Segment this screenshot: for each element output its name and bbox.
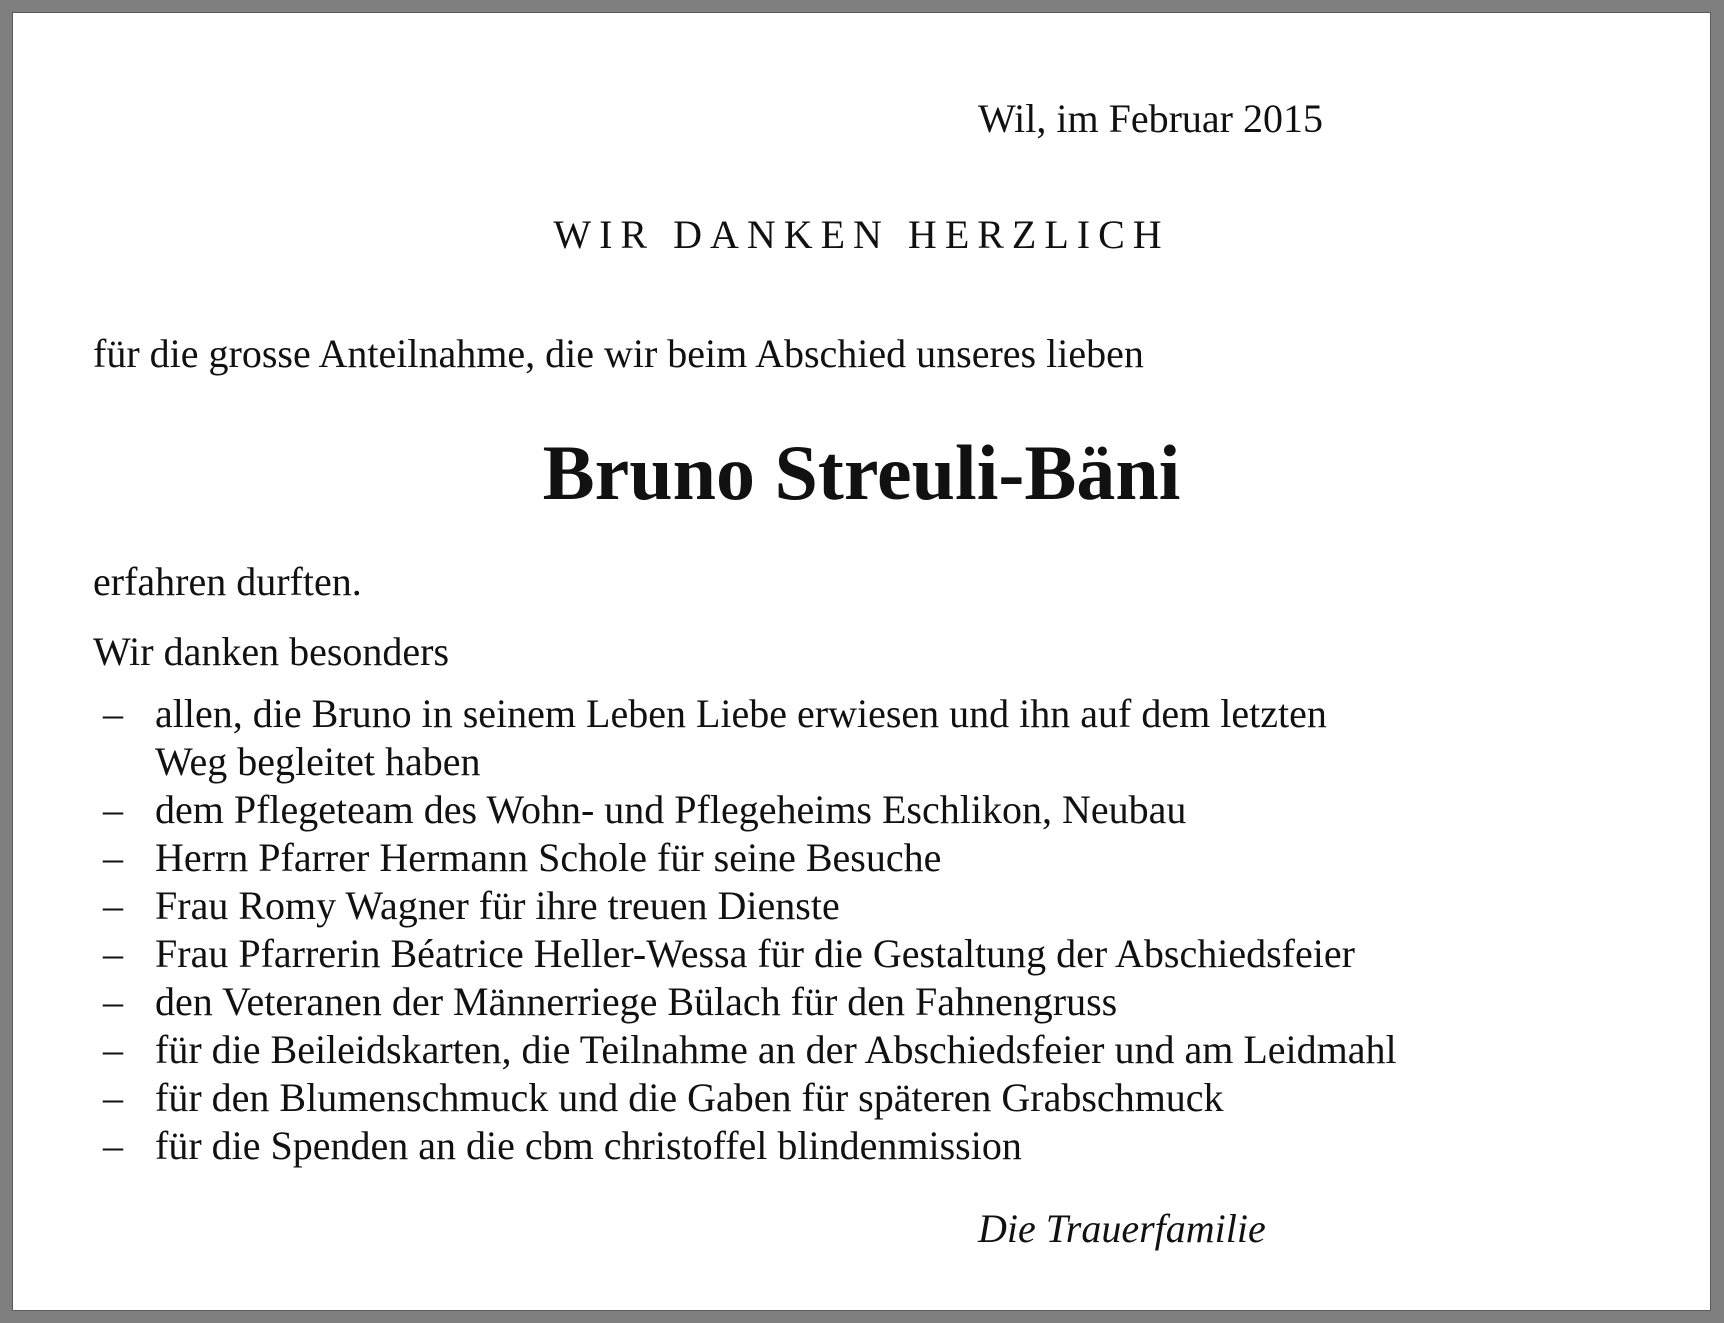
- list-item-text: Frau Romy Wagner für ihre treuen Dienste: [155, 883, 840, 928]
- list-item-text-continued: Weg begleitet haben: [155, 739, 481, 784]
- list-item: [93, 786, 1555, 834]
- dash-bullet: –: [103, 1123, 123, 1168]
- list-item-text: dem Pflegeteam des Wohn- und Pflegeheims Eschlikon, Neubau: [155, 787, 1187, 832]
- list-item-text: den Veteranen der Männerriege Bülach für den Fahnengruss: [155, 979, 1118, 1024]
- dash-bullet: –: [103, 691, 123, 736]
- list-item: [93, 690, 1555, 786]
- list-item-text: für den Blumenschmuck und die Gaben für späteren Grabschmuck: [155, 1075, 1224, 1120]
- list-item-text: für die Beileidskarten, die Teilnahme an der Abschiedsfeier und am Leidmahl: [155, 1027, 1397, 1072]
- list-item-text: Herrn Pfarrer Hermann Schole für seine Besuche: [155, 835, 942, 880]
- dash-bullet: –: [103, 1075, 123, 1120]
- heading: WIR DANKEN HERZLICH: [553, 212, 1170, 257]
- dash-bullet: –: [103, 979, 123, 1024]
- list-item: [93, 882, 1555, 930]
- list-item: [93, 1122, 1555, 1170]
- signature: Die Trauerfamilie: [978, 1206, 1266, 1251]
- list-item: [93, 1026, 1555, 1074]
- list-item-text: für die Spenden an die cbm christoffel blindenmission: [155, 1123, 1022, 1168]
- list-item: [93, 1074, 1555, 1122]
- dash-bullet: –: [103, 835, 123, 880]
- list-item: [93, 930, 1555, 978]
- deceased-name: Bruno Streuli-Bäni: [542, 429, 1181, 516]
- list-item-text: allen, die Bruno in seinem Leben Liebe erwiesen und ihn auf dem letzten: [155, 691, 1327, 736]
- list-item: [93, 834, 1555, 882]
- list-item-text: Frau Pfarrerin Béatrice Heller-Wessa für die Gestaltung der Abschiedsfeier: [155, 931, 1355, 976]
- thanks-list: [93, 690, 1555, 1170]
- intro-text: für die grosse Anteilnahme, die wir beim Abschied unseres lieben: [93, 331, 1144, 376]
- dash-bullet: –: [103, 883, 123, 928]
- dash-bullet: –: [103, 787, 123, 832]
- dash-bullet: –: [103, 931, 123, 976]
- place-date: Wil, im Februar 2015: [978, 96, 1323, 141]
- list-item: [93, 978, 1555, 1026]
- outro-text: erfahren durften.: [93, 559, 362, 604]
- dash-bullet: –: [103, 1027, 123, 1072]
- thanks-lead: Wir danken besonders: [93, 629, 450, 674]
- obituary-page: [13, 13, 1710, 1310]
